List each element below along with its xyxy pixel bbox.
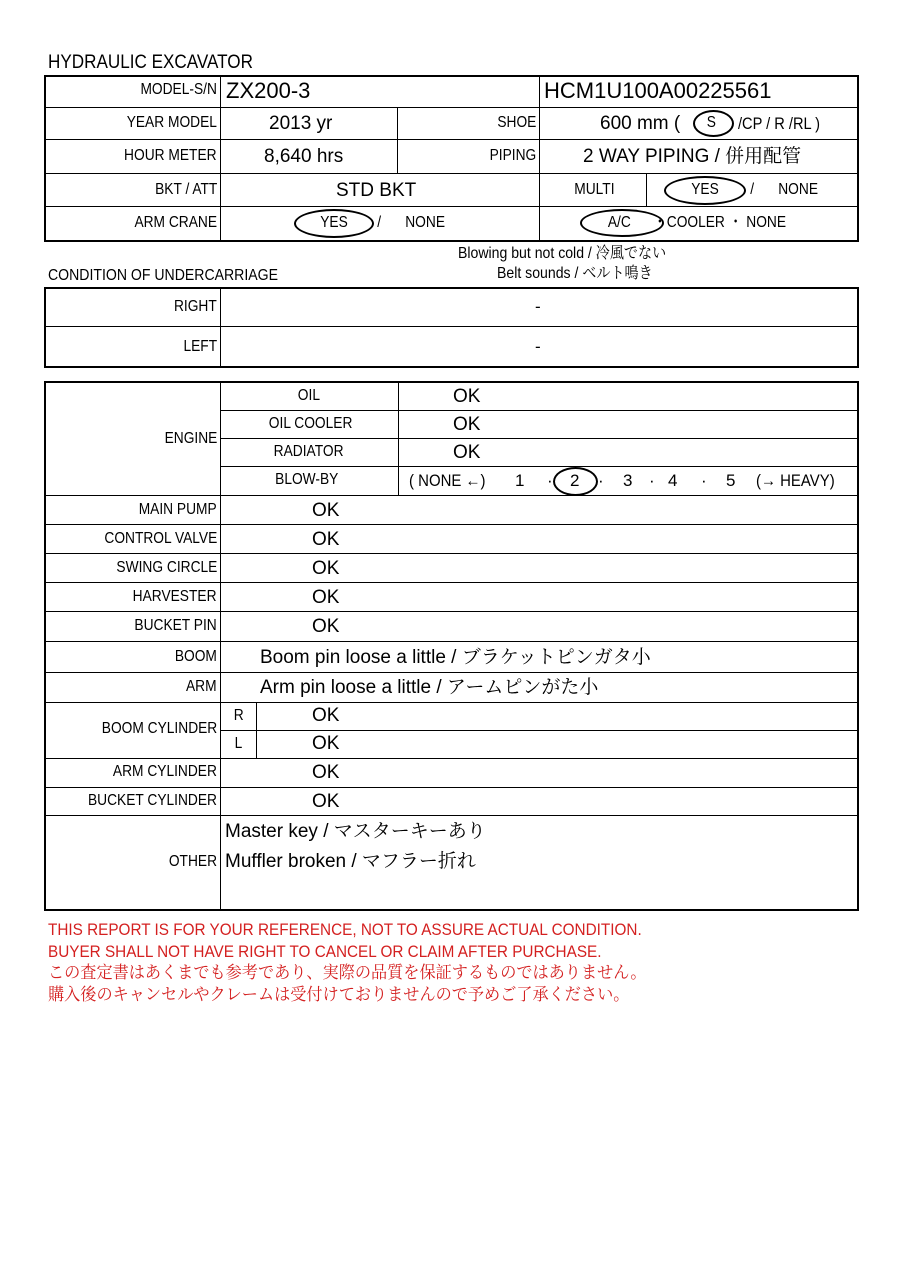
harvester-value: OK <box>312 587 340 608</box>
arm-cylinder-value: OK <box>312 762 340 783</box>
blowby-dot-2: · <box>598 471 604 490</box>
engine-blowby-label: BLOW-BY <box>275 471 339 488</box>
ac-other-options: ・COOLER ・ NONE <box>653 214 787 231</box>
hour-value: 8,640 hrs <box>264 146 344 167</box>
swing-circle-value: OK <box>312 558 340 579</box>
blowby-dot-4: · <box>701 471 707 490</box>
engine-oil-value: OK <box>453 386 481 407</box>
shoe-option-rest: /CP / R /RL ) <box>738 114 821 133</box>
document-title: HYDRAULIC EXCAVATOR <box>48 52 253 73</box>
arm-crane-none: NONE <box>405 214 445 231</box>
ac-note-1: Blowing but not cold / 冷風でない <box>458 245 667 262</box>
swing-circle-label: SWING CIRCLE <box>116 559 217 576</box>
main-pump-label: MAIN PUMP <box>139 501 217 518</box>
boom-label: BOOM <box>174 648 217 665</box>
disclaimer-line-2: BUYER SHALL NOT HAVE RIGHT TO CANCEL OR CLAIM AFTER PURCHASE. <box>48 942 602 961</box>
undercarriage-left-value: - <box>535 337 541 356</box>
other-line-1: Master key / マスターキーあり <box>225 821 486 842</box>
arm-crane-yes: YES <box>320 214 348 231</box>
blowby-level-2: 2 <box>570 471 580 490</box>
other-line-2: Muffler broken / マフラー折れ <box>225 851 476 872</box>
engine-oil-label: OIL <box>297 387 320 404</box>
blowby-level-1: 1 <box>515 471 525 490</box>
control-valve-value: OK <box>312 529 340 550</box>
engine-label: ENGINE <box>164 430 217 447</box>
undercarriage-title: CONDITION OF UNDERCARRIAGE <box>48 267 278 284</box>
undercarriage-right-value: - <box>535 297 541 316</box>
bucket-cylinder-value: OK <box>312 791 340 812</box>
shoe-label: SHOE <box>497 114 536 131</box>
piping-value: 2 WAY PIPING / 併用配管 <box>583 146 802 167</box>
serial-value: HCM1U100A00225561 <box>544 78 772 103</box>
multi-slash: / <box>750 181 755 198</box>
boom-cylinder-r-label: R <box>233 707 244 724</box>
bucket-cylinder-label: BUCKET CYLINDER <box>88 792 217 809</box>
engine-oil-cooler-label: OIL COOLER <box>268 415 353 432</box>
other-label: OTHER <box>168 853 217 870</box>
shoe-size: 600 mm ( <box>600 113 681 134</box>
blowby-scale-start: ( NONE ←) <box>409 471 486 490</box>
blowby-dot-1: · <box>547 471 553 490</box>
blowby-level-3: 3 <box>623 471 633 490</box>
harvester-label: HARVESTER <box>133 588 217 605</box>
multi-none: NONE <box>778 181 818 198</box>
model-label: MODEL-S/N <box>140 81 217 98</box>
disclaimer-line-4: 購入後のキャンセルやクレームは受付けておりませんので予めご了承ください。 <box>48 985 630 1004</box>
multi-yes: YES <box>691 181 719 198</box>
boom-cylinder-l-value: OK <box>312 733 340 754</box>
hour-label: HOUR METER <box>124 147 217 164</box>
year-value: 2013 yr <box>269 113 333 134</box>
boom-value: Boom pin loose a little / ブラケットピンガタ小 <box>260 647 651 668</box>
bkt-value: STD BKT <box>336 180 417 201</box>
blowby-dot-3: · <box>649 471 655 490</box>
bucket-pin-label: BUCKET PIN <box>134 617 217 634</box>
undercarriage-left-label: LEFT <box>183 338 217 355</box>
arm-crane-label: ARM CRANE <box>134 214 217 231</box>
undercarriage-right-label: RIGHT <box>174 298 217 315</box>
bucket-pin-value: OK <box>312 616 340 637</box>
blowby-level-4: 4 <box>668 471 678 490</box>
model-value: ZX200-3 <box>226 78 311 103</box>
ac-note-2: Belt sounds / ベルト鳴き <box>497 265 653 282</box>
control-valve-label: CONTROL VALVE <box>104 530 217 547</box>
boom-cylinder-label: BOOM CYLINDER <box>101 720 217 737</box>
piping-label: PIPING <box>489 147 536 164</box>
disclaimer-line-1: THIS REPORT IS FOR YOUR REFERENCE, NOT TO ASSURE ACTUAL CONDITION. <box>48 920 642 939</box>
shoe-option-s: S <box>706 114 716 131</box>
ac-option: A/C <box>607 214 631 231</box>
blowby-scale-end: (→ HEAVY) <box>756 471 835 490</box>
engine-radiator-value: OK <box>453 442 481 463</box>
blowby-level-5: 5 <box>726 471 736 490</box>
bkt-label: BKT / ATT <box>154 181 217 198</box>
arm-cylinder-label: ARM CYLINDER <box>113 763 217 780</box>
boom-cylinder-r-value: OK <box>312 705 340 726</box>
multi-label: MULTI <box>574 181 615 198</box>
year-label: YEAR MODEL <box>126 114 217 131</box>
engine-radiator-label: RADIATOR <box>273 443 344 460</box>
disclaimer-line-3: この査定書はあくまでも参考であり、実際の品質を保証するものではありません。 <box>48 963 647 982</box>
arm-label: ARM <box>186 678 217 695</box>
engine-oil-cooler-value: OK <box>453 414 481 435</box>
boom-cylinder-l-label: L <box>234 735 243 752</box>
arm-value: Arm pin loose a little / アームピンがた小 <box>260 677 599 698</box>
arm-crane-slash: / <box>377 214 382 231</box>
main-pump-value: OK <box>312 500 340 521</box>
